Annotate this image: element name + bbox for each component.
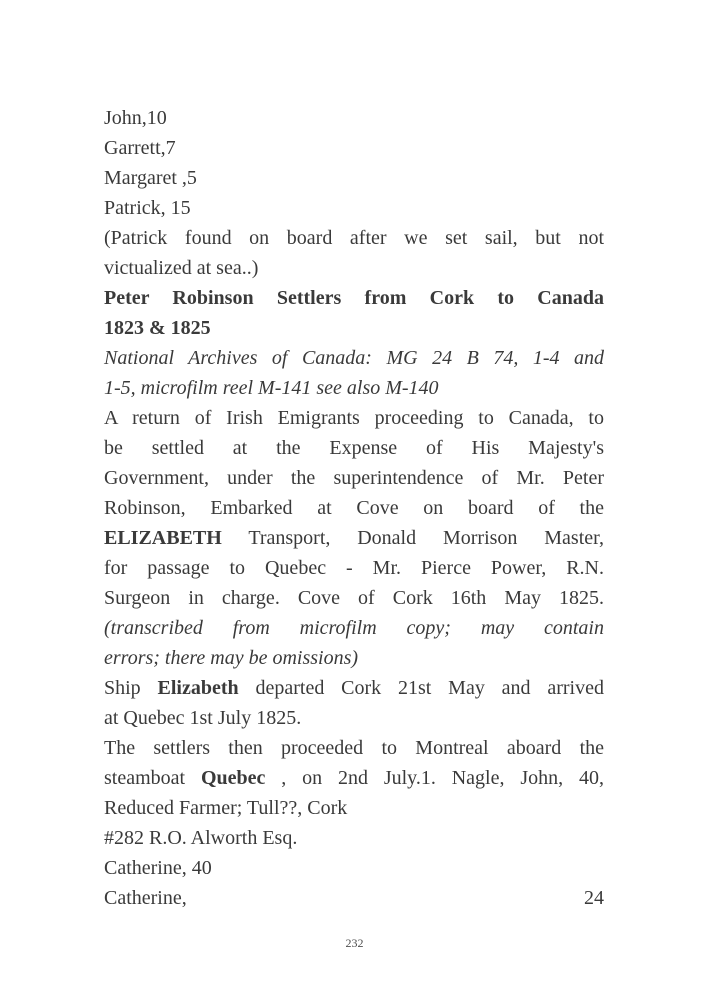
text-line <box>104 373 604 403</box>
text-segment: Garrett,7 <box>104 137 176 159</box>
text-line <box>104 643 604 673</box>
text-line <box>104 823 604 853</box>
text-line <box>104 433 604 463</box>
text-segment: steamboat <box>104 767 201 789</box>
text-segment: for passage to Quebec - Mr. Pierce Power, R.N. <box>104 557 604 579</box>
text-segment: A return of Irish Emigrants proceeding to Canada, to <box>104 407 604 429</box>
text-segment: Patrick, 15 <box>104 197 191 219</box>
text-segment: at Quebec 1st July 1825. <box>104 707 302 729</box>
text-line <box>104 523 604 553</box>
bold-text-segment: Quebec <box>200 767 266 789</box>
text-segment: The settlers then proceeded to Montreal aboard the <box>104 737 604 759</box>
text-segment: Reduced Farmer; Tull??, Cork <box>104 797 348 819</box>
text-line <box>104 283 604 313</box>
text-segment: Catherine, 24 <box>104 887 604 909</box>
text-segment: #282 R.O. Alworth Esq. <box>104 827 298 849</box>
text-line <box>104 463 604 493</box>
bold-text-segment: Peter Robinson Settlers from Cork to Canada <box>104 287 604 309</box>
text-block <box>104 103 604 913</box>
text-line <box>104 733 604 763</box>
text-segment: Ship <box>104 677 158 699</box>
text-segment: victualized at sea..) <box>104 257 259 279</box>
bold-text-segment: ELIZABETH <box>104 527 222 549</box>
text-line <box>104 883 604 913</box>
text-line <box>104 313 604 343</box>
text-line <box>104 343 604 373</box>
text-segment: Government, under the superintendence of Mr. Peter <box>104 467 604 489</box>
italic-text-segment: (transcribed from microfilm copy; may contain <box>104 617 604 639</box>
bold-text-segment: Elizabeth <box>157 677 239 699</box>
bold-text-segment: 1823 & 1825 <box>104 317 211 339</box>
text-line <box>104 103 604 133</box>
text-line <box>104 253 604 283</box>
text-segment: (Patrick found on board after we set sail, but not <box>104 227 604 249</box>
italic-text-segment: errors; there may be omissions) <box>104 647 359 669</box>
text-line <box>104 853 604 883</box>
text-line <box>104 553 604 583</box>
text-segment: departed Cork 21st May and arrived <box>238 677 604 699</box>
italic-text-segment: 1-5, microfilm reel M-141 see also M-140 <box>104 377 439 399</box>
text-line <box>104 403 604 433</box>
text-segment: Surgeon in charge. Cove of Cork 16th May 1825. <box>104 587 604 609</box>
text-segment: , on 2nd July.1. Nagle, John, 40, <box>265 767 604 789</box>
text-line <box>104 673 604 703</box>
text-line <box>104 223 604 253</box>
text-segment: Margaret ,5 <box>104 167 197 189</box>
text-segment: be settled at the Expense of His Majesty's <box>104 437 604 459</box>
text-segment: Robinson, Embarked at Cove on board of the <box>104 497 604 519</box>
page-number: 232 <box>345 936 364 950</box>
text-line <box>104 133 604 163</box>
text-line <box>104 763 604 793</box>
text-line <box>104 583 604 613</box>
text-line <box>104 703 604 733</box>
text-segment: Transport, Donald Morrison Master, <box>221 527 604 549</box>
text-line <box>104 193 604 223</box>
text-line <box>104 163 604 193</box>
text-line <box>104 613 604 643</box>
text-line <box>104 793 604 823</box>
text-segment: John,10 <box>104 107 167 129</box>
text-line <box>104 493 604 523</box>
italic-text-segment: National Archives of Canada: MG 24 B 74, 1-4 and <box>104 347 604 369</box>
text-segment: Catherine, 40 <box>104 857 212 879</box>
